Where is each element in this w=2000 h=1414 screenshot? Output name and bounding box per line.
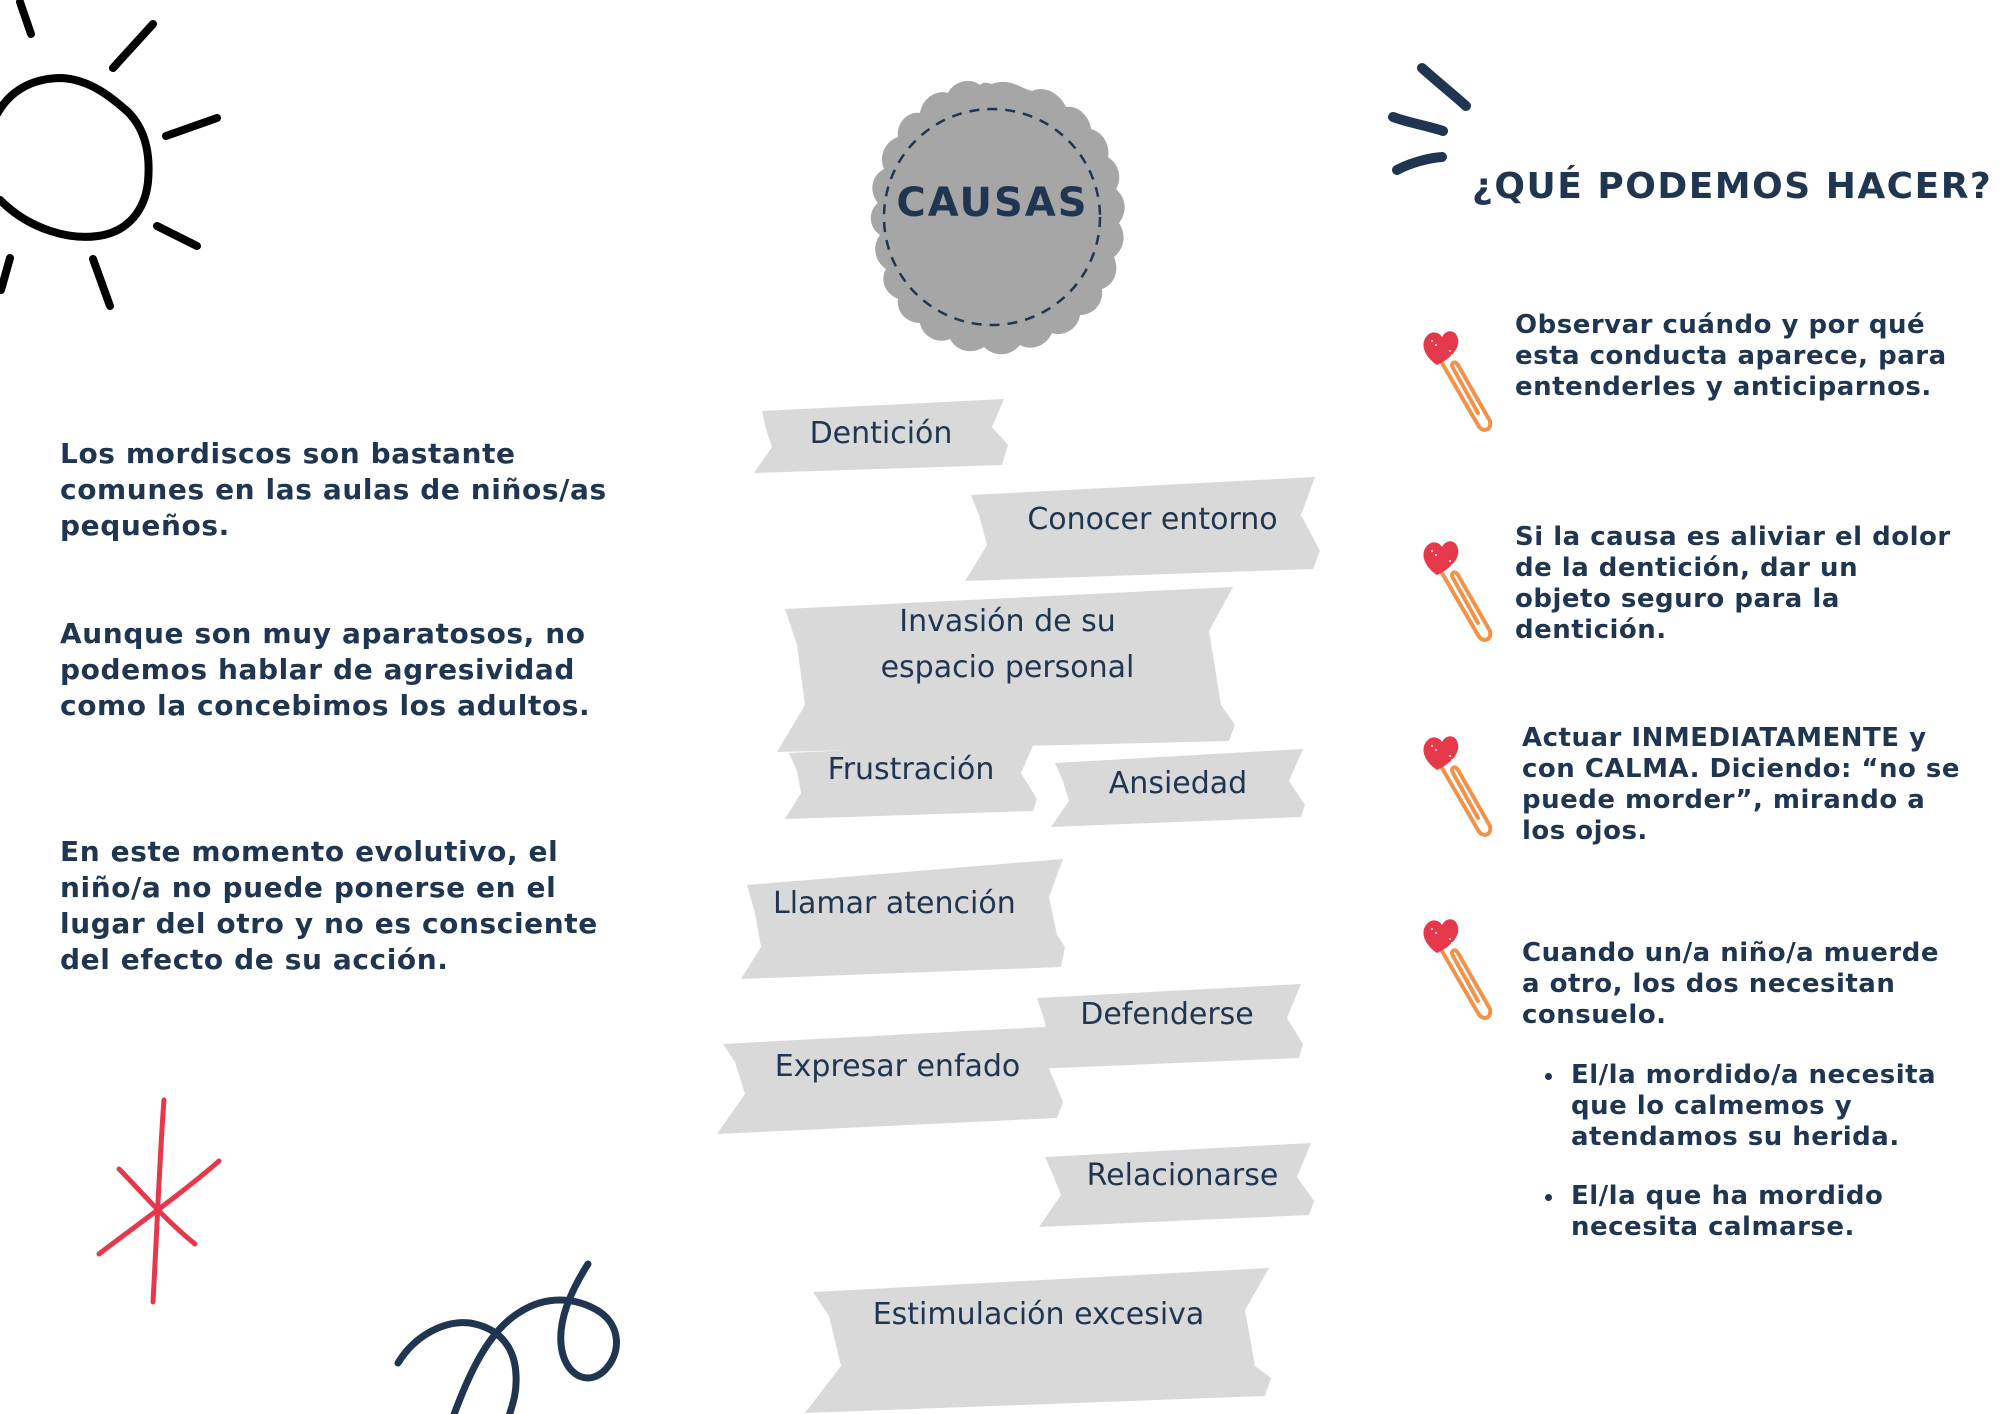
cause-tape-defenderse xyxy=(1031,982,1303,1069)
heart-paperclip-icon xyxy=(1420,535,1500,645)
heart-paperclip-icon xyxy=(1420,325,1500,435)
intro-paragraph-2: Aunque son muy aparatosos, no podemos hablar de agresividad como la concebimos los adultos. xyxy=(60,617,591,722)
cause-tape-expresar-enfado xyxy=(717,1024,1064,1134)
cause-label: Relacionarse xyxy=(1086,1158,1279,1193)
bullet-dot-icon xyxy=(1545,1194,1552,1201)
tip-teething: Si la causa es aliviar el dolor de la dentición, dar un objeto seguro para la dentición. xyxy=(1515,522,1951,645)
cause-label-line-1: Invasión de su xyxy=(899,604,1116,639)
bullet-dot-icon xyxy=(1545,1073,1552,1080)
bullet-item xyxy=(1545,1060,1945,1153)
causas-title: CAUSAS xyxy=(896,180,1089,226)
cause-label: Defenderse xyxy=(1080,997,1254,1032)
cause-label: Ansiedad xyxy=(1108,766,1248,801)
cause-label: Llamar atención xyxy=(773,886,1016,921)
heart-paperclip-icon xyxy=(1420,913,1500,1023)
actions-title: ¿QUÉ PODEMOS HACER? xyxy=(1472,166,1993,207)
cause-tape-llamar-atencion xyxy=(741,857,1066,979)
cause-label: Expresar enfado xyxy=(774,1049,1021,1084)
cause-tape-relacionarse xyxy=(1039,1141,1314,1227)
cause-tape-estimulacion xyxy=(805,1266,1272,1413)
cause-tape-invasion xyxy=(777,585,1238,752)
cause-tape-ansiedad xyxy=(1051,747,1305,827)
tape-shape xyxy=(805,1266,1272,1413)
heart-paperclip-icon xyxy=(1420,730,1500,840)
bullet-text: El/la mordido/a necesita que lo calmemos y atendamos su herida. xyxy=(1571,1060,1937,1152)
intro-paragraph-1: Los mordiscos son bastante comunes en las aulas de niños/as pequeños. xyxy=(60,437,607,542)
cause-label-line-2: espacio personal xyxy=(880,650,1135,685)
cause-label: Dentición xyxy=(809,416,953,451)
cause-tape-frustracion xyxy=(785,739,1037,819)
bullet-item xyxy=(1545,1181,1945,1243)
tip-comfort-both: Cuando un/a niño/a muerde a otro, los dos necesitan consuelo. xyxy=(1522,938,1939,1030)
cause-tape-conocer-entorno xyxy=(965,475,1320,581)
cause-tape-denticion xyxy=(754,397,1008,474)
cause-label: Frustración xyxy=(827,752,995,787)
tip-act-calmly: Actuar INMEDIATAMENTE y con CALMA. Diciendo: “no se puede morder”, mirando a los ojos. xyxy=(1522,723,1961,846)
bullet-text: El/la que ha mordido necesita calmarse. xyxy=(1571,1181,1884,1242)
tip-observe: Observar cuándo y por qué esta conducta aparece, para entenderles y anticiparnos. xyxy=(1515,310,1947,402)
cause-label: Estimulación excesiva xyxy=(872,1297,1205,1332)
comfort-bullet-list xyxy=(1545,1060,1945,1271)
cause-label: Conocer entorno xyxy=(1027,502,1278,537)
intro-paragraph-3: En este momento evolutivo, el niño/a no puede ponerse en el lugar del otro y no es consciente del efecto de su acción. xyxy=(60,835,598,976)
